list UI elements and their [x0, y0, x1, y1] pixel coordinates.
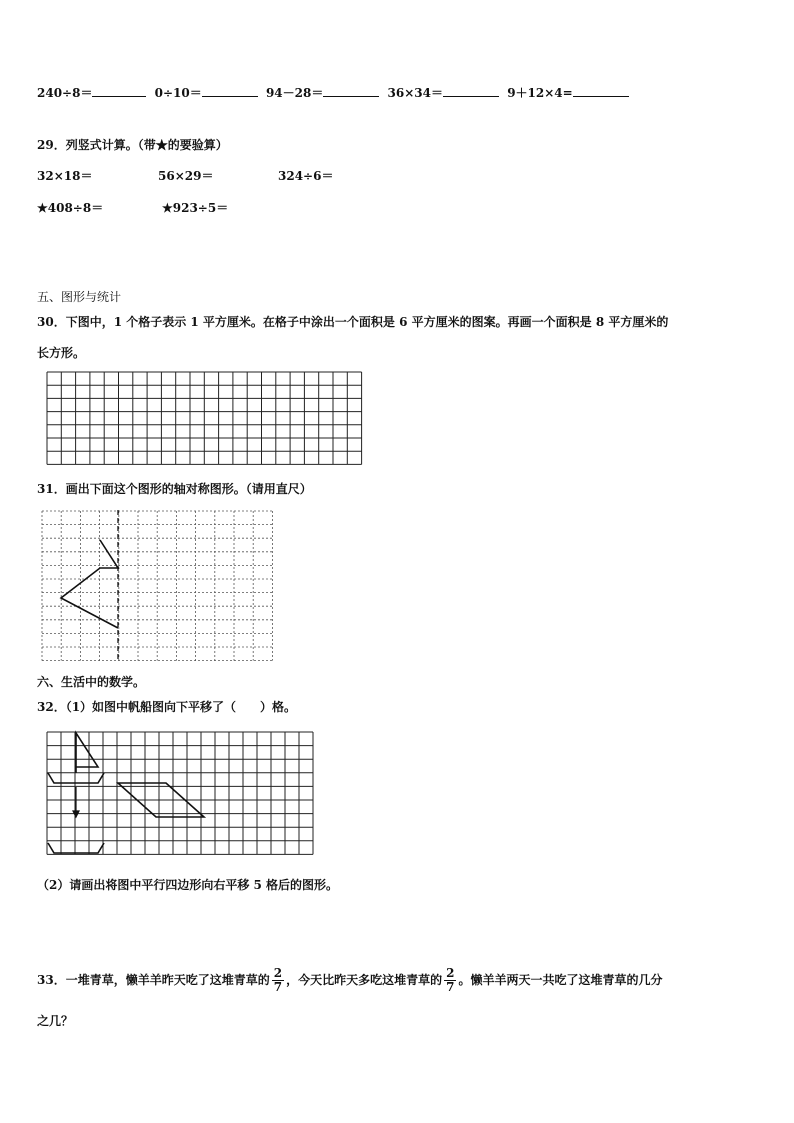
q30-text-line1: 30．下图中，1 个格子表示 1 平方厘米。在格子中涂出一个面积是 6 平方厘米的图案。再画一个面积是 8 平方厘米的 [37, 315, 669, 329]
q33-text: ，今天比昨天多吃这堆青草的 [286, 973, 443, 987]
fraction [444, 967, 456, 994]
calc-expr: 0÷10＝ [154, 86, 202, 100]
fraction-denominator: 7 [446, 980, 455, 994]
sailboat-original [48, 733, 104, 783]
q29-item: 324÷6＝ [278, 169, 334, 183]
answer-blank[interactable] [202, 84, 258, 97]
answer-blank[interactable] [92, 84, 146, 97]
answer-blank[interactable] [323, 84, 379, 97]
q31-title: 31．画出下面这个图形的轴对称图形。（请用直尺） [37, 482, 312, 496]
fraction-denominator: 7 [273, 980, 283, 994]
q33-text-line1 [37, 962, 662, 998]
fraction-numerator: 2 [446, 966, 455, 980]
q33-text: 33．一堆青草，懒羊羊昨天吃了这堆青草的 [37, 973, 270, 987]
q33-text-line2: 之几？ [37, 1014, 74, 1028]
q29-item: ★923÷5＝ [162, 201, 229, 215]
calc-expr: 240÷8＝ [37, 86, 93, 100]
symmetry-grid[interactable] [41, 510, 273, 662]
sailboat-translated [48, 843, 104, 853]
translation-grid[interactable] [46, 731, 314, 857]
calc-expr: 94－28＝ [265, 86, 324, 100]
down-arrow-icon [73, 787, 79, 817]
fraction-numerator: 2 [273, 966, 283, 980]
calc-row-1 [37, 84, 629, 101]
area-grid[interactable] [47, 371, 363, 465]
section-title: 六、生活中的数学。 [37, 675, 146, 689]
calc-expr: 36×34＝ [387, 86, 444, 100]
q29-item: 56×29＝ [158, 169, 214, 183]
answer-blank[interactable] [573, 84, 629, 97]
q32-part2: （2）请画出将图中平行四边形向右平移 5 格后的图形。 [37, 878, 339, 892]
half-figure [61, 540, 118, 628]
q29-title: 29．列竖式计算。（带★的要验算） [37, 138, 228, 152]
calc-expr: 9＋12×4= [507, 86, 573, 100]
q32-part1: 32．（1）如图中帆船图向下平移了（ ）格。 [37, 700, 297, 714]
q33-text: 。懒羊羊两天一共吃了这堆青草的几分 [458, 973, 663, 987]
q30-text-line2: 长方形。 [37, 346, 86, 360]
answer-blank[interactable] [443, 84, 499, 97]
fraction [272, 967, 284, 994]
q29-item: 32×18＝ [37, 169, 93, 183]
section-title: 五、图形与统计 [37, 290, 122, 304]
q29-item: ★408÷8＝ [37, 201, 104, 215]
